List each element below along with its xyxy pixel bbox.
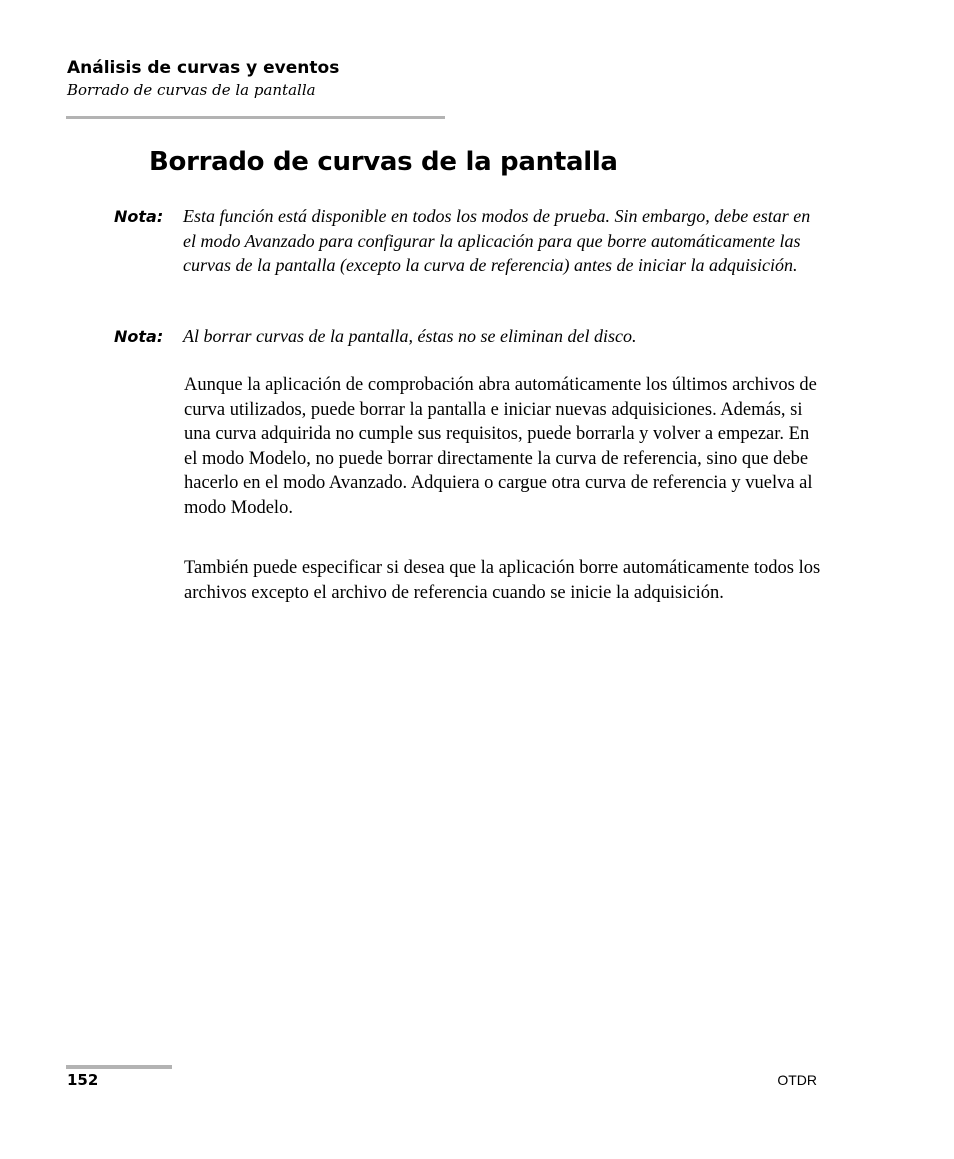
- header-divider: [66, 116, 445, 119]
- page-number: 152: [67, 1071, 99, 1089]
- section-subtitle: Borrado de curvas de la pantalla: [67, 81, 316, 99]
- page-title: Borrado de curvas de la pantalla: [149, 147, 618, 177]
- note-text: Al borrar curvas de la pantalla, éstas no se eliminan del disco.: [183, 326, 637, 346]
- body-paragraph: Aunque la aplicación de comprobación abra automáticamente los últimos archivos de curva utilizados, puede borrar la pantalla e iniciar nuevas adquisiciones. Además, si una curva adquirida no cumple sus requisitos, puede borrarla y volver a empezar. En el modo Modelo, no puede borrar directamente la curva de referencia, sino que debe hacerlo en el modo Avanzado. Adquiera o cargue otra curva de referencia y vuelva al modo Modelo.: [184, 375, 817, 518]
- running-header: [67, 57, 445, 101]
- product-name: OTDR: [777, 1072, 817, 1088]
- note-label: Nota:: [114, 327, 164, 346]
- footer-divider: [66, 1065, 172, 1069]
- note-block: [114, 324, 824, 349]
- note-block: [114, 204, 824, 278]
- body-paragraph: También puede especificar si desea que la aplicación borre automáticamente todos los archivos excepto el archivo de referencia cuando se inicie la adquisición.: [184, 558, 821, 603]
- note-text: Esta función está disponible en todos los modos de prueba. Sin embargo, debe estar en el modo Avanzado para configurar la aplicación para que borre automáticamente las curvas de la pantalla (excepto la curva de referencia) antes de iniciar la adquisición.: [183, 206, 811, 276]
- note-label: Nota:: [114, 207, 164, 226]
- chapter-title: Análisis de curvas y eventos: [67, 58, 340, 78]
